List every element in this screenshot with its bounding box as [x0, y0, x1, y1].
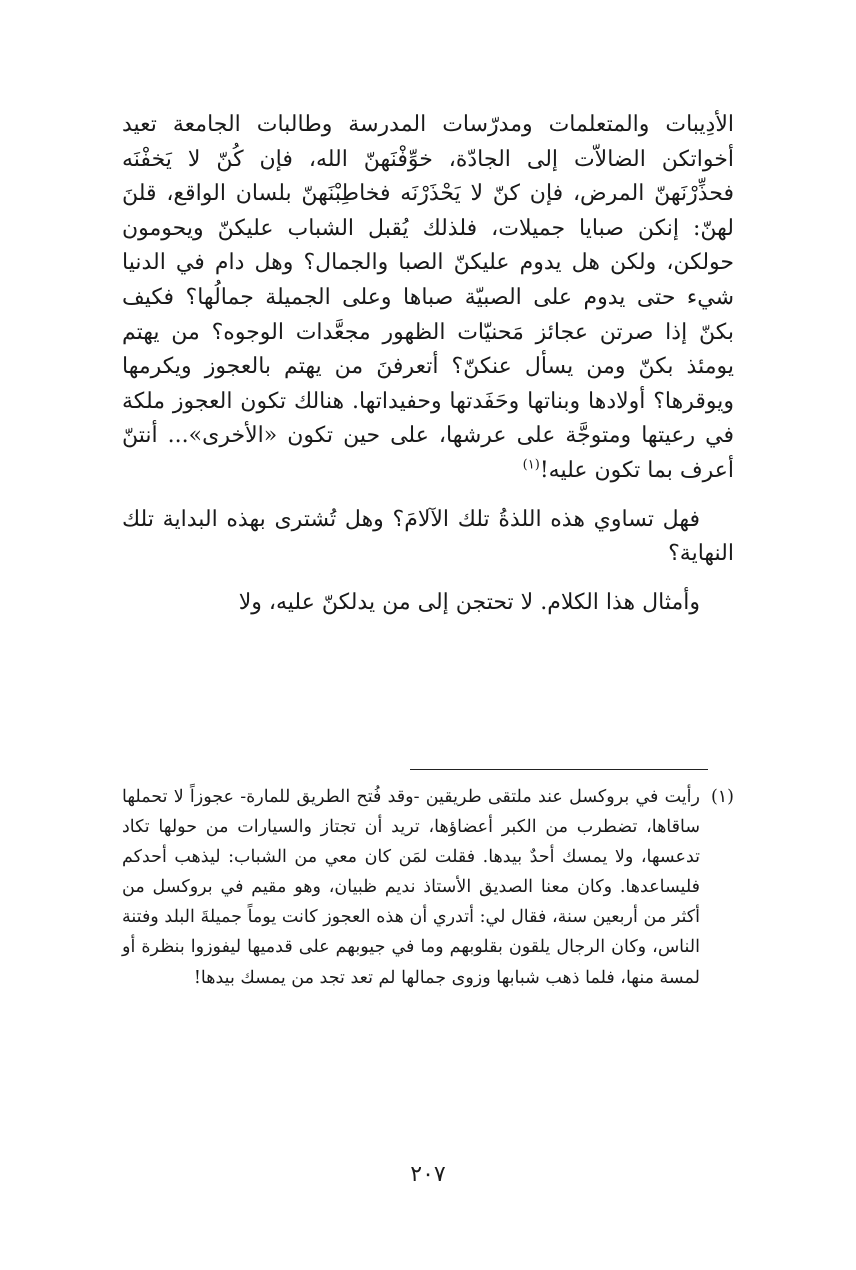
paragraph-3: وأمثال هذا الكلام. لا تحتجن إلى من يدلكنّ عليه، ولا: [238, 589, 700, 615]
footnote-marker: (١): [710, 787, 734, 807]
paragraph-1-text: الأدِيبات والمتعلمات ومدرّسات المدرسة وطالبات الجامعة تعيد أخواتكن الضالاّت إلى الجادّة، خوِّفْنَهنّ الله، فإن كُنّ لا يَخفْنَه فحذِّرْنَهنّ المرض، فإن كنّ لا يَحْذَرْنَه فخاطِبْنَهنّ بلسان الواقع، قلنَ لهنّ: إنكن صبايا جميلات، فلذلك يُقبل الشباب عليكنّ ويحومون حولكن، ولكن هل يدوم عليكنّ الصبا والجمال؟ وهل دام في الدنيا شيء حتى يدوم على الصبيّة صباها وعلى الجميلة جمالُها؟ فكيف بكنّ إذا صرتن عجائز مَحنيّات الظهور مجعَّدات الوجوه؟ من يهتم يومئذ بكنّ ومن يسأل عنكنّ؟ أتعرفنَ من يهتم بالعجوز ويكرمها ويوقرها؟ أولادها وبناتها وحَفَدتها وحفيداتها. هنالك تكون العجوز ملكة في رعيتها ومتوجَّة على عرشها، على حين تكون «الأخرى»... أنتنّ أعرف بما تكون عليه!: [122, 112, 734, 483]
footnote-paragraph: [122, 782, 734, 993]
footnote: [122, 782, 734, 993]
body-text: [122, 108, 734, 620]
page-number: ٢٠٧: [410, 1162, 446, 1187]
paragraph-2: فهل تساوي هذه اللذةُ تلك الآلامَ؟ وهل تُشترى بهذه البداية تلك النهاية؟: [122, 506, 734, 567]
page-body: [122, 108, 734, 620]
paragraph-1: [122, 108, 734, 489]
footnote-text: رأيت في بروكسل عند ملتقى طريقين -وقد فُتح الطريق للمارة- عجوزاً لا تحملها ساقاها، تضطرب من الكبر أعضاؤها، تريد أن تجتاز والسيارات من حولها تكاد تدعسها، ولا يمسك أحدٌ بيدها. فقلت لمَن كان معي من الشباب: ليذهب أحدكم فليساعدها. وكان معنا الصديق الأستاذ نديم ظبيان، وهو مقيم في بروكسل من أكثر من أربعين سنة، فقال لي: أتدري أن هذه العجوز كانت يوماً جميلةَ البلد وفتنة الناس، وكان الرجال يلقون بقلوبهم وما في جيوبهم على قدميها ليفوزوا بنظرة أو لمسة منها، فلما ذهب شبابها وزوى جمالها لم تعد تجد من يمسك بيدها!: [122, 787, 700, 988]
footnote-reference[interactable]: (١): [522, 457, 540, 473]
footnote-separator: [410, 769, 708, 770]
